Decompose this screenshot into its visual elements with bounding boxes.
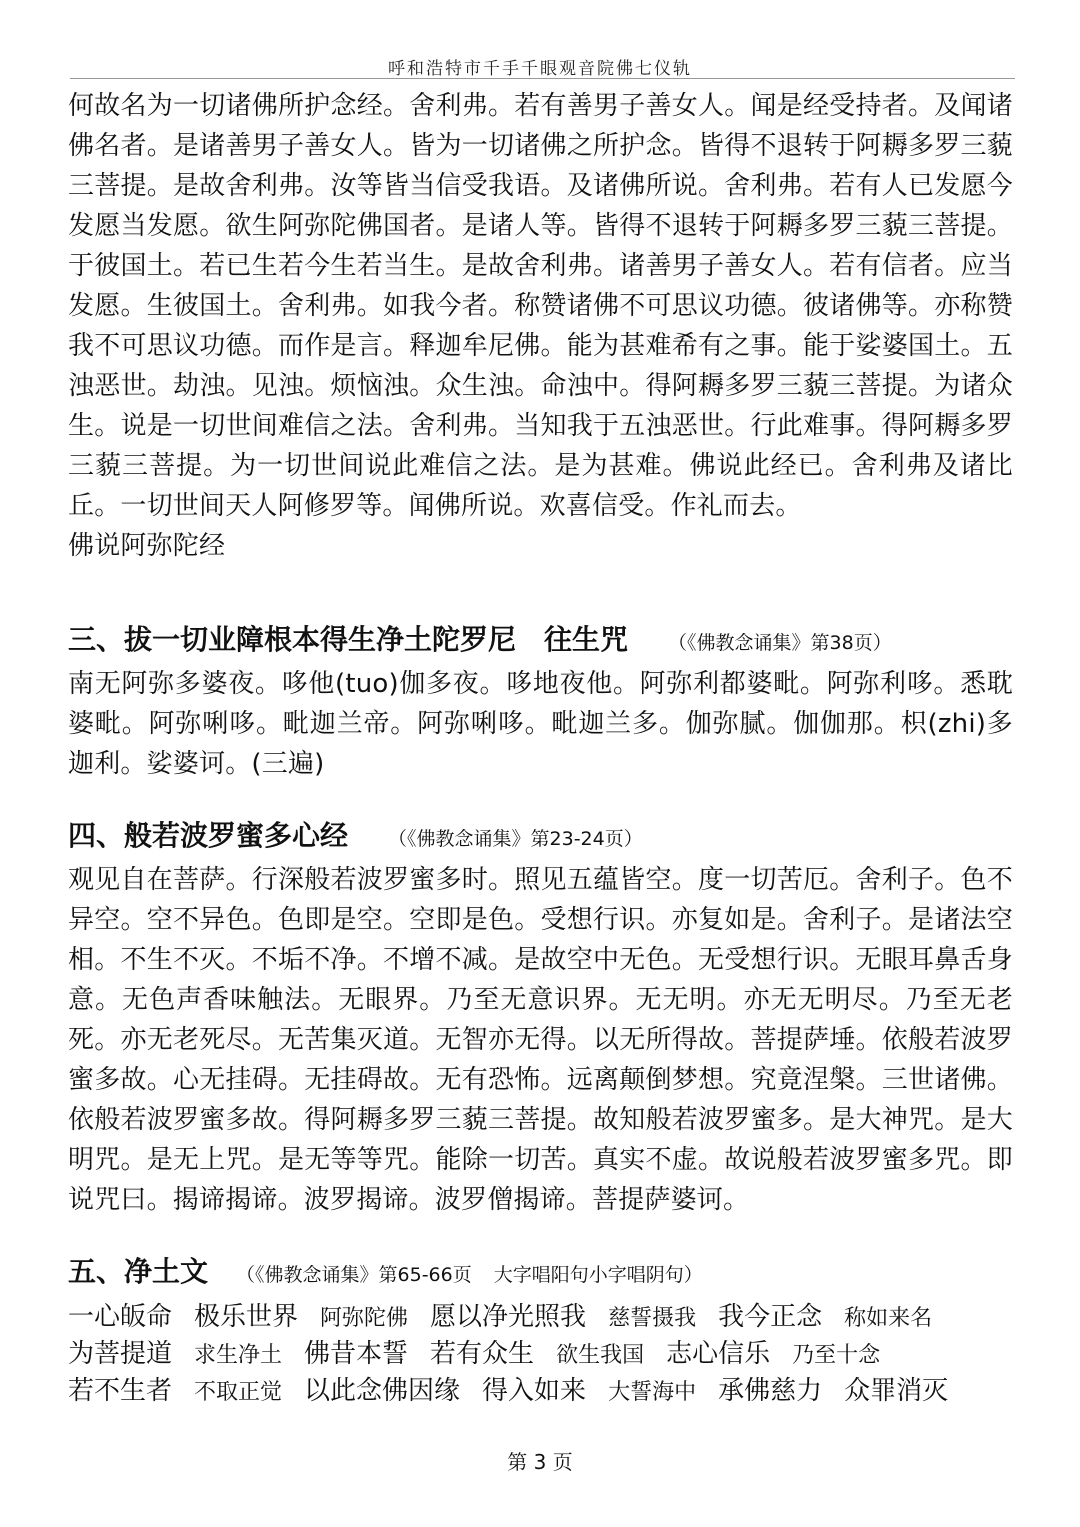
section-4-ref: （《佛教念诵集》第23-24页） — [388, 828, 643, 850]
section-5 — [68, 1250, 1013, 1407]
section-4-text: 观见自在菩萨。行深般若波罗蜜多时。照见五蕴皆空。度一切苦厄。舍利子。色不异空。空不异色。色即是空。空即是色。受想行识。亦复如是。舍利子。是诸法空相。不生不灭。不垢不净。不增不减。是故空中无色。无受想行识。无眼耳鼻舌身意。无色声香味触法。无眼界。乃至无意识界。无无明。亦无无明尽。乃至无老死。亦无老死尽。无苦集灭道。无智亦无得。以无所得故。菩提萨埵。依般若波罗蜜多故。心无挂碍。无挂碍故。无有恐怖。远离颠倒梦想。究竟涅槃。三世诸佛。依般若波罗蜜多故。得阿耨多罗三藐三菩提。故知般若波罗蜜多。是大神咒。是大明咒。是无上咒。是无等等咒。能除一切苦。真实不虚。故说般若波罗蜜多咒。即说咒曰。揭谛揭谛。波罗揭谛。波罗僧揭谛。菩提萨婆诃。 — [68, 865, 1013, 1215]
verse-row — [68, 1296, 1013, 1333]
verse-phrase-major: 一心皈命 — [68, 1302, 173, 1332]
verse-phrase-minor: 求生净土 — [194, 1343, 283, 1368]
section-5-heading — [68, 1250, 1013, 1294]
section-3 — [68, 618, 1013, 784]
verse-phrase-major: 若不生者 — [68, 1376, 173, 1406]
verse-phrase-minor: 阿弥陀佛 — [320, 1306, 409, 1331]
verse-phrase-major: 得入如来 — [482, 1376, 587, 1406]
verse-phrase-major: 极乐世界 — [194, 1302, 299, 1332]
section-3-heading — [68, 618, 1013, 662]
intro-paragraph: 何故名为一切诸佛所护念经。舍利弗。若有善男子善女人。闻是经受持者。及闻诸佛名者。是诸善男子善女人。皆为一切诸佛之所护念。皆得不退转于阿耨多罗三藐三菩提。是故舍利弗。汝等皆当信受我语。及诸佛所说。舍利弗。若有人已发愿今发愿当发愿。欲生阿弥陀佛国者。是诸人等。皆得不退转于阿耨多罗三藐三菩提。于彼国土。若已生若今生若当生。是故舍利弗。诸善男子善女人。若有信者。应当发愿。生彼国土。舍利弗。如我今者。称赞诸佛不可思议功德。彼诸佛等。亦称赞我不可思议功德。而作是言。释迦牟尼佛。能为甚难希有之事。能于娑婆国土。五浊恶世。劫浊。见浊。烦恼浊。众生浊。命浊中。得阿耨多罗三藐三菩提。为诸众生。说是一切世间难信之法。舍利弗。当知我于五浊恶世。行此难事。得阿耨多罗三藐三菩提。为一切世间说此难信之法。是为甚难。佛说此经已。舍利弗及诸比丘。一切世间天人阿修罗等。闻佛所说。欢喜信受。作礼而去。 — [68, 91, 1013, 521]
page-header — [0, 0, 1080, 80]
section-5-ref: （《佛教念诵集》第65-66页 — [236, 1264, 472, 1286]
verse-phrase-major: 若有众生 — [430, 1339, 535, 1369]
verse-row — [68, 1333, 1013, 1370]
section-5-verses — [68, 1296, 1013, 1407]
verse-phrase-minor: 乃至十念 — [792, 1343, 881, 1368]
section-3-title: 三、拔一切业障根本得生净土陀罗尼 往生咒 — [68, 623, 629, 656]
document-body — [68, 86, 1013, 1407]
section-4-title: 四、般若波罗蜜多心经 — [68, 819, 349, 852]
verse-phrase-major: 为菩提道 — [68, 1339, 173, 1369]
verse-phrase-major: 以此念佛因缘 — [304, 1376, 461, 1406]
section-3-text: 南无阿弥多婆夜。哆他(tuo)伽多夜。哆地夜他。阿弥利都婆毗。阿弥利哆。悉耽婆毗。阿弥唎哆。毗迦兰帝。阿弥唎哆。毗迦兰多。伽弥腻。伽伽那。枳(zhi)多迦利。娑婆诃。(三遍) — [68, 669, 1013, 779]
section-5-title: 五、净土文 — [68, 1255, 209, 1288]
verse-phrase-major: 佛昔本誓 — [304, 1339, 409, 1369]
header-divider — [70, 78, 1015, 79]
verse-phrase-minor: 称如来名 — [844, 1306, 933, 1331]
verse-phrase-major: 志心信乐 — [666, 1339, 771, 1369]
verse-phrase-major: 众罪消灭 — [844, 1376, 949, 1406]
verse-phrase-major: 承佛慈力 — [718, 1376, 823, 1406]
verse-row — [68, 1370, 1013, 1407]
verse-phrase-major: 愿以净光照我 — [430, 1302, 587, 1332]
intro-ending: 佛说阿弥陀经 — [68, 531, 226, 561]
section-5-note: 大字唱阳句小字唱阴句） — [493, 1264, 703, 1286]
verse-phrase-minor: 大誓海中 — [608, 1380, 697, 1405]
section-4 — [68, 814, 1013, 1220]
header-title: 呼和浩特市千手千眼观音院佛七仪轨 — [388, 59, 692, 79]
verse-phrase-major: 我今正念 — [718, 1302, 823, 1332]
section-4-heading — [68, 814, 1013, 858]
page-number: 第 3 页 — [507, 1450, 573, 1474]
verse-phrase-minor: 慈誓摄我 — [608, 1306, 697, 1331]
verse-phrase-minor: 不取正觉 — [194, 1380, 283, 1405]
verse-phrase-minor: 欲生我国 — [556, 1343, 645, 1368]
section-3-ref: （《佛教念诵集》第38页） — [668, 632, 892, 654]
